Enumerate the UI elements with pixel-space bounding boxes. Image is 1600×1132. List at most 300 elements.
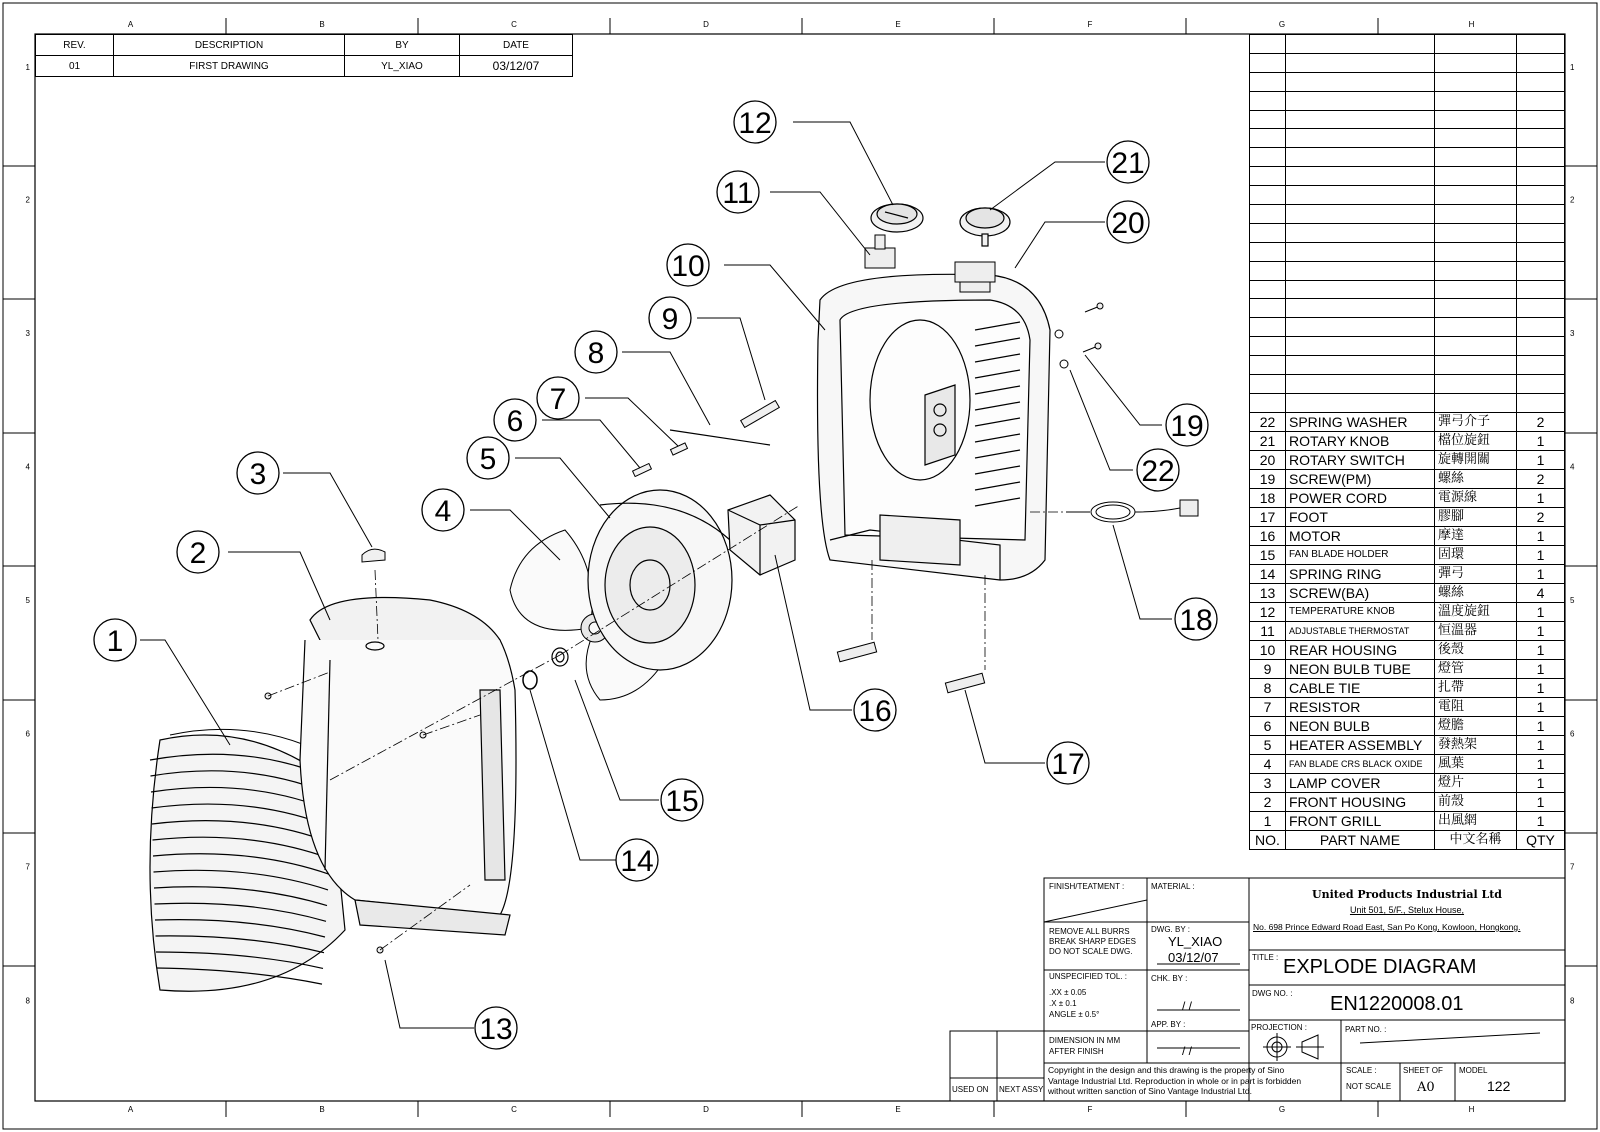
bom-chinese-cell: 固環 [1435,545,1517,564]
bom-blank-cell [1517,356,1565,375]
callout-9 [649,297,691,339]
bom-chinese-cell: 燈膽 [1435,716,1517,735]
fan-blade-holder-part [552,648,568,666]
bom-blank-cell [1250,91,1286,110]
callout-8 [575,331,617,373]
bom-blank-cell [1517,129,1565,148]
svg-text:9: 9 [661,303,679,336]
grid-column-label: B [319,20,325,29]
callout-13 [475,1007,517,1049]
bom-blank-cell [1286,186,1435,205]
grid-column-label: A [127,1105,134,1114]
bom-row [1250,545,1565,564]
note-line: REMOVE ALL BURRS [1049,927,1130,936]
bom-blank-cell [1286,129,1435,148]
neon-bulb-tube-part [741,401,780,428]
bom-name-cell: CABLE TIE [1286,678,1435,697]
grid-row-label: 1 [25,63,30,72]
projection-label: PROJECTION : [1251,1023,1308,1032]
bom-name-cell: NEON BULB TUBE [1286,659,1435,678]
bom-no-cell: 21 [1250,431,1286,450]
bom-row [1250,659,1565,678]
foot-parts [837,642,984,692]
bom-blank-cell [1435,393,1517,412]
bom-blank-cell [1435,356,1517,375]
svg-text:4: 4 [434,495,452,528]
bom-chinese-cell: 檔位旋鈕 [1435,431,1517,450]
bom-name-cell: NEON BULB [1286,716,1435,735]
bom-header-qty: QTY [1517,830,1565,849]
bom-chinese-cell: 燈片 [1435,773,1517,792]
bom-blank-cell [1517,53,1565,72]
bom-name-cell: SPRING RING [1286,564,1435,583]
bom-blank-cell [1250,375,1286,394]
chk-by-label: CHK. BY : [1151,974,1188,983]
svg-text:12: 12 [738,107,772,140]
bom-qty-cell: 2 [1517,469,1565,488]
screw-pm-parts [1083,303,1103,352]
bom-no-cell: 15 [1250,545,1286,564]
bom-row [1250,526,1565,545]
callout-12 [734,101,776,143]
bom-blank-cell [1250,53,1286,72]
bom-blank-row [1250,205,1565,224]
by-header: BY [345,35,460,56]
drawing-number: EN1220008.01 [1330,993,1464,1015]
bom-row [1250,792,1565,811]
bom-blank-row [1250,337,1565,356]
bom-chinese-cell: 發熱架 [1435,735,1517,754]
svg-text:13: 13 [479,1013,513,1046]
callout-6 [494,399,536,441]
bom-row [1250,678,1565,697]
tolerance-values [1049,987,1099,1020]
sheet-label: SHEET OF [1403,1066,1443,1075]
bom-blank-cell [1250,299,1286,318]
svg-text:20: 20 [1111,207,1145,240]
grid-column-label: G [1278,20,1286,29]
motor-part [728,495,795,575]
bom-blank-cell [1250,242,1286,261]
lamp-cover-part [362,549,385,562]
bom-row [1250,488,1565,507]
grid-column-label: G [1278,1105,1286,1114]
bom-qty-cell: 1 [1517,754,1565,773]
bom-blank-cell [1250,148,1286,167]
spring-washer-parts [1055,330,1068,368]
title-label: TITLE : [1252,953,1279,962]
bom-qty-cell: 1 [1517,659,1565,678]
svg-text:22: 22 [1141,455,1175,488]
bom-header-name: PART NAME [1286,830,1435,849]
bom-blank-row [1250,223,1565,242]
model-value: 122 [1487,1078,1511,1094]
callout-4 [422,489,464,531]
bom-qty-cell: 1 [1517,621,1565,640]
bom-no-cell: 18 [1250,488,1286,507]
bom-blank-row [1250,129,1565,148]
grid-row-label: 8 [25,996,30,1006]
bom-no-cell: 8 [1250,678,1286,697]
bom-name-cell: RESISTOR [1286,697,1435,716]
chk-date-value: / / [1182,999,1193,1013]
callout-22 [1137,449,1179,491]
note-line: DO NOT SCALE DWG. [1049,947,1133,956]
copyright-line: Vantage Industrial Ltd. Reproduction in whole or in part is forbidden [1048,1075,1302,1086]
bom-blank-cell [1435,186,1517,205]
bom-blank-cell [1250,205,1286,224]
svg-text:11: 11 [722,177,754,210]
bom-blank-cell [1286,337,1435,356]
bom-blank-cell [1250,110,1286,129]
svg-text:7: 7 [549,383,567,416]
bom-blank-row [1250,91,1565,110]
bom-blank-cell [1517,148,1565,167]
bom-row [1250,412,1565,431]
svg-text:16: 16 [858,695,892,728]
bom-no-cell: 11 [1250,621,1286,640]
bom-blank-cell [1435,337,1517,356]
callout-1 [94,619,136,661]
bom-blank-row [1250,261,1565,280]
svg-text:8: 8 [587,337,605,370]
grid-column-label: A [127,20,134,29]
bom-row [1250,754,1565,773]
bom-row [1250,450,1565,469]
bom-qty-cell: 1 [1517,640,1565,659]
bom-no-cell: 5 [1250,735,1286,754]
dimension-line: AFTER FINISH [1049,1047,1104,1056]
grid-column-label: C [511,1105,517,1114]
bom-qty-cell: 1 [1517,602,1565,621]
bom-blank-cell [1435,280,1517,299]
dwg-date-value: 03/12/07 [1168,950,1219,965]
bom-blank-cell [1435,299,1517,318]
callout-16 [854,689,896,731]
bom-blank-cell [1435,223,1517,242]
bom-blank-cell [1286,167,1435,186]
grid-row-label: 7 [1570,862,1575,872]
bom-chinese-cell: 恒溫器 [1435,621,1517,640]
bom-blank-row [1250,356,1565,375]
bom-blank-cell [1517,299,1565,318]
bom-qty-cell: 1 [1517,431,1565,450]
bom-qty-cell: 1 [1517,811,1565,830]
grid-row-label: 6 [25,729,30,739]
app-by-label: APP. BY : [1151,1020,1186,1029]
bom-blank-cell [1435,148,1517,167]
bom-name-cell: SCREW(BA) [1286,583,1435,602]
bom-blank-row [1250,375,1565,394]
bom-no-cell: 19 [1250,469,1286,488]
grid-column-label: D [703,20,709,29]
bom-qty-cell: 1 [1517,678,1565,697]
grid-row-label: 1 [1570,63,1575,72]
bom-blank-row [1250,318,1565,337]
bom-blank-cell [1517,167,1565,186]
date-header: DATE [460,35,573,56]
bom-name-cell: FRONT HOUSING [1286,792,1435,811]
projection-symbol-icon [1263,1033,1324,1061]
bom-no-cell: 2 [1250,792,1286,811]
bom-chinese-cell: 螺絲 [1435,583,1517,602]
bom-no-cell: 16 [1250,526,1286,545]
rotary-switch-part [955,262,995,292]
bom-name-cell: SPRING WASHER [1286,412,1435,431]
bom-name-cell: FAN BLADE HOLDER [1286,545,1435,564]
bom-chinese-cell: 風葉 [1435,754,1517,773]
grid-row-label: 7 [25,862,30,872]
next-assy-label: NEXT ASSY [999,1085,1044,1094]
bom-blank-cell [1286,299,1435,318]
bom-blank-cell [1435,205,1517,224]
bom-row [1250,621,1565,640]
grid-row-label: 2 [25,195,30,205]
callout-17 [1047,742,1089,784]
bom-blank-cell [1250,35,1286,54]
bom-row [1250,602,1565,621]
bom-blank-row [1250,53,1565,72]
bom-row [1250,583,1565,602]
grid-column-label: H [1468,20,1475,29]
bom-qty-cell: 1 [1517,545,1565,564]
bom-name-cell: HEATER ASSEMBLY [1286,735,1435,754]
bom-blank-cell [1250,356,1286,375]
bom-blank-cell [1286,242,1435,261]
svg-text:19: 19 [1170,410,1204,443]
bom-blank-cell [1286,35,1435,54]
bom-row [1250,735,1565,754]
bom-name-cell: SCREW(PM) [1286,469,1435,488]
power-cord-part [1066,500,1198,522]
svg-text:15: 15 [665,785,699,818]
bom-blank-cell [1517,186,1565,205]
callout-19 [1166,404,1208,446]
bom-no-cell: 10 [1250,640,1286,659]
bom-chinese-cell: 螺絲 [1435,469,1517,488]
thermostat-part [865,235,895,268]
bom-chinese-cell: 電源線 [1435,488,1517,507]
rev-value: 01 [36,56,114,77]
bom-blank-cell [1435,72,1517,91]
bom-blank-cell [1517,35,1565,54]
bom-name-cell: TEMPERATURE KNOB [1286,602,1435,621]
bom-blank-cell [1286,375,1435,394]
bom-row [1250,564,1565,583]
grid-column-label: D [703,1105,709,1114]
tolerance-x: .X ± 0.1 [1049,999,1077,1008]
bom-qty-cell: 1 [1517,773,1565,792]
grid-column-label: F [1087,1105,1093,1114]
bom-name-cell: ROTARY KNOB [1286,431,1435,450]
bom-blank-cell [1286,318,1435,337]
general-notes [1049,927,1136,957]
bom-chinese-cell: 扎帶 [1435,678,1517,697]
bom-header-row [1250,830,1565,849]
callout-18 [1175,598,1217,640]
bom-blank-row [1250,242,1565,261]
bom-blank-cell [1250,186,1286,205]
bom-row [1250,697,1565,716]
bom-blank-cell [1250,318,1286,337]
grid-column-label: E [895,20,901,29]
bom-chinese-cell: 前殼 [1435,792,1517,811]
bom-blank-cell [1435,129,1517,148]
bom-no-cell: 17 [1250,507,1286,526]
bom-qty-cell: 1 [1517,526,1565,545]
bom-qty-cell: 1 [1517,792,1565,811]
bom-name-cell: MOTOR [1286,526,1435,545]
bom-name-cell: LAMP COVER [1286,773,1435,792]
grid-row-label: 2 [1570,195,1575,205]
bom-blank-cell [1435,318,1517,337]
bom-blank-cell [1286,280,1435,299]
scale-value: NOT SCALE [1346,1082,1392,1091]
svg-text:17: 17 [1051,748,1085,781]
bom-blank-cell [1517,393,1565,412]
bom-blank-cell [1517,223,1565,242]
bom-chinese-cell: 旋轉開關 [1435,450,1517,469]
callout-7 [537,377,579,419]
grid-row-label: 3 [1570,329,1575,338]
bom-chinese-cell: 出風網 [1435,811,1517,830]
company-name: United Products Industrial Ltd [1312,888,1502,901]
bom-blank-cell [1286,72,1435,91]
bom-qty-cell: 1 [1517,488,1565,507]
bom-qty-cell: 1 [1517,450,1565,469]
bom-blank-cell [1250,129,1286,148]
bom-header-no: NO. [1250,830,1286,849]
rotary-knob-part [960,208,1010,246]
svg-text:5: 5 [479,443,497,476]
callout-14 [616,839,658,881]
grid-row-label: 4 [25,462,30,472]
used-on-label: USED ON [952,1085,989,1094]
bom-chinese-cell: 彈弓介子 [1435,412,1517,431]
bom-no-cell: 20 [1250,450,1286,469]
revision-table [35,34,573,77]
grid-row-label: 5 [25,596,30,605]
bom-name-cell: FAN BLADE CRS BLACK OXIDE [1286,754,1435,773]
bom-name-cell: FRONT GRILL [1286,811,1435,830]
bom-blank-cell [1517,205,1565,224]
bom-row [1250,469,1565,488]
bom-no-cell: 22 [1250,412,1286,431]
tolerance-xx: .XX ± 0.05 [1049,988,1087,997]
grid-row-label: 8 [1570,996,1575,1006]
bom-blank-cell [1286,91,1435,110]
tolerance-angle: ANGLE ± 0.5° [1049,1010,1100,1019]
bom-blank-cell [1435,242,1517,261]
bom-no-cell: 7 [1250,697,1286,716]
bom-blank-cell [1435,261,1517,280]
bom-blank-row [1250,148,1565,167]
grid-column-label: F [1087,20,1093,29]
temperature-knob-part [871,204,923,232]
company-address-2: No. 698 Prince Edward Road East, San Po Kong, Kowloon, Hongkong. [1253,922,1521,932]
bom-chinese-cell: 溫度旋鈕 [1435,602,1517,621]
bom-no-cell: 13 [1250,583,1286,602]
neon-bulb-part [633,463,652,476]
dwg-no-label: DWG NO. : [1252,989,1293,998]
callout-5 [467,437,509,479]
bom-blank-row [1250,167,1565,186]
bom-blank-row [1250,35,1565,54]
bom-blank-cell [1250,261,1286,280]
scale-label: SCALE : [1346,1066,1377,1075]
bom-blank-cell [1517,280,1565,299]
bom-blank-cell [1435,167,1517,186]
copyright-notice [1048,1065,1302,1097]
note-line: BREAK SHARP EDGES [1049,937,1136,946]
bom-blank-row [1250,393,1565,412]
date-value: 03/12/07 [460,56,573,77]
bom-row [1250,640,1565,659]
bom-no-cell: 14 [1250,564,1286,583]
grid-row-label: 5 [1570,596,1575,605]
svg-text:6: 6 [506,405,524,438]
bom-chinese-cell: 摩達 [1435,526,1517,545]
bom-blank-cell [1517,91,1565,110]
bom-blank-row [1250,72,1565,91]
svg-text:3: 3 [249,458,267,491]
bom-blank-cell [1517,337,1565,356]
bom-header-chinese: 中文名稱 [1435,830,1517,849]
grid-column-label: H [1468,1105,1475,1114]
bom-qty-cell: 1 [1517,564,1565,583]
bom-blank-cell [1517,72,1565,91]
dwg-by-label: DWG. BY : [1151,925,1190,934]
bom-qty-cell: 1 [1517,735,1565,754]
part-no-label: PART NO. : [1345,1025,1387,1034]
bom-blank-cell [1286,356,1435,375]
bom-name-cell: REAR HOUSING [1286,640,1435,659]
bom-blank-cell [1435,375,1517,394]
by-value: YL_XIAO [345,56,460,77]
bom-blank-cell [1517,261,1565,280]
model-label: MODEL [1459,1066,1488,1075]
callout-21 [1107,141,1149,183]
bom-blank-cell [1435,35,1517,54]
grid-row-label: 3 [25,329,30,338]
bom-no-cell: 1 [1250,811,1286,830]
bom-blank-cell [1286,53,1435,72]
bom-no-cell: 6 [1250,716,1286,735]
bom-name-cell: POWER CORD [1286,488,1435,507]
svg-text:21: 21 [1111,147,1145,180]
bom-blank-cell [1517,110,1565,129]
callout-2 [177,531,219,573]
dimension-line: DIMENSION IN MM [1049,1036,1121,1045]
bom-row [1250,507,1565,526]
bom-blank-cell [1517,318,1565,337]
finish-label: FINISH/TEATMENT : [1049,882,1125,891]
bom-no-cell: 3 [1250,773,1286,792]
svg-text:14: 14 [620,845,654,878]
sheet-value: A0 [1417,1080,1435,1095]
drawing-title: EXPLODE DIAGRAM [1283,956,1477,978]
rear-housing-part [818,274,1051,580]
bom-blank-cell [1250,72,1286,91]
bom-blank-row [1250,280,1565,299]
bom-row [1250,431,1565,450]
callout-11 [717,171,759,213]
bom-qty-cell: 4 [1517,583,1565,602]
company-address-1: Unit 501, 5/F., Stelux House, [1349,905,1465,915]
callout-10 [667,244,709,286]
dimension-note [1049,1035,1120,1057]
bom-qty-cell: 2 [1517,412,1565,431]
